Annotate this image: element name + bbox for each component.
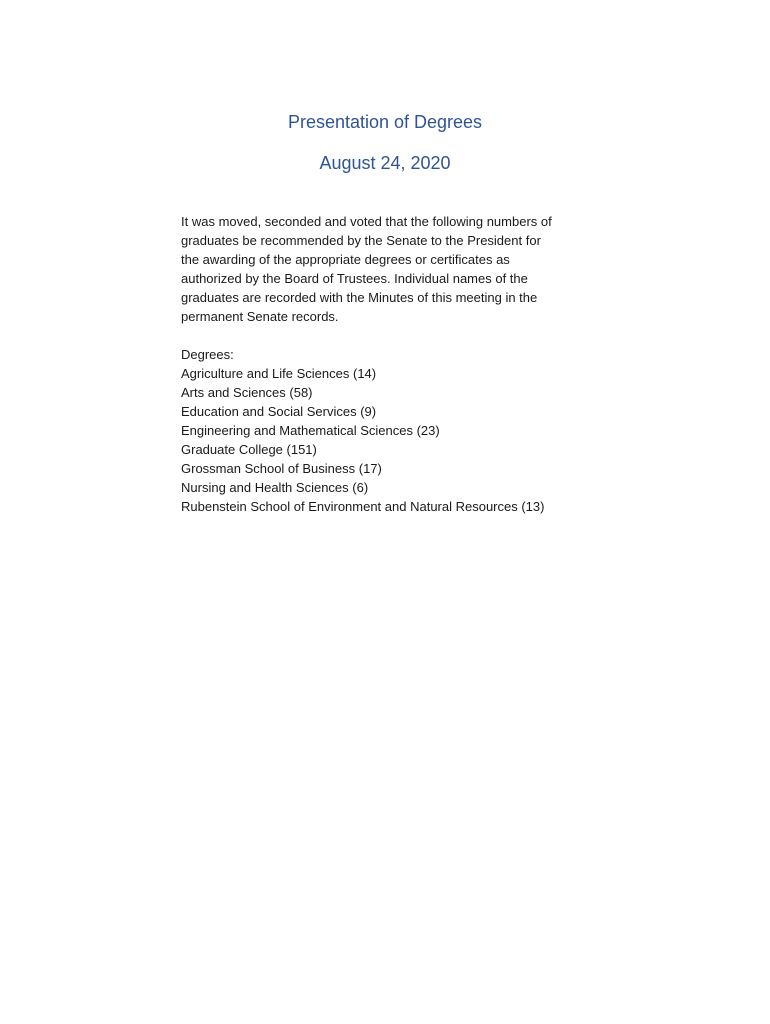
paragraph-line: permanent Senate records. [181, 309, 339, 324]
document-date: August 24, 2020 [319, 153, 451, 173]
degree-item: Arts and Sciences (58) [181, 385, 313, 400]
degree-item: Engineering and Mathematical Sciences (23) [181, 423, 440, 438]
degree-item: Rubenstein School of Environment and Natural Resources (13) [181, 499, 545, 514]
paragraph-line: the awarding of the appropriate degrees or certificates as [181, 252, 510, 267]
paragraph-line: authorized by the Board of Trustees. Individual names of the [181, 271, 528, 286]
degrees-list [181, 345, 591, 516]
paragraph-line: It was moved, seconded and voted that the following numbers of [181, 214, 552, 229]
paragraph-line: graduates are recorded with the Minutes of this meeting in the [181, 290, 538, 305]
document-title: Presentation of Degrees [287, 112, 483, 132]
degree-item: Graduate College (151) [181, 442, 317, 457]
degree-item: Education and Social Services (9) [181, 404, 377, 419]
degree-item: Agriculture and Life Sciences (14) [181, 366, 377, 381]
paragraph-line: graduates be recommended by the Senate to the President for [181, 233, 541, 248]
degrees-heading: Degrees: [181, 347, 234, 362]
document-body [181, 212, 591, 516]
degree-item: Nursing and Health Sciences (6) [181, 480, 369, 495]
motion-paragraph [181, 212, 591, 326]
degree-item: Grossman School of Business (17) [181, 461, 382, 476]
